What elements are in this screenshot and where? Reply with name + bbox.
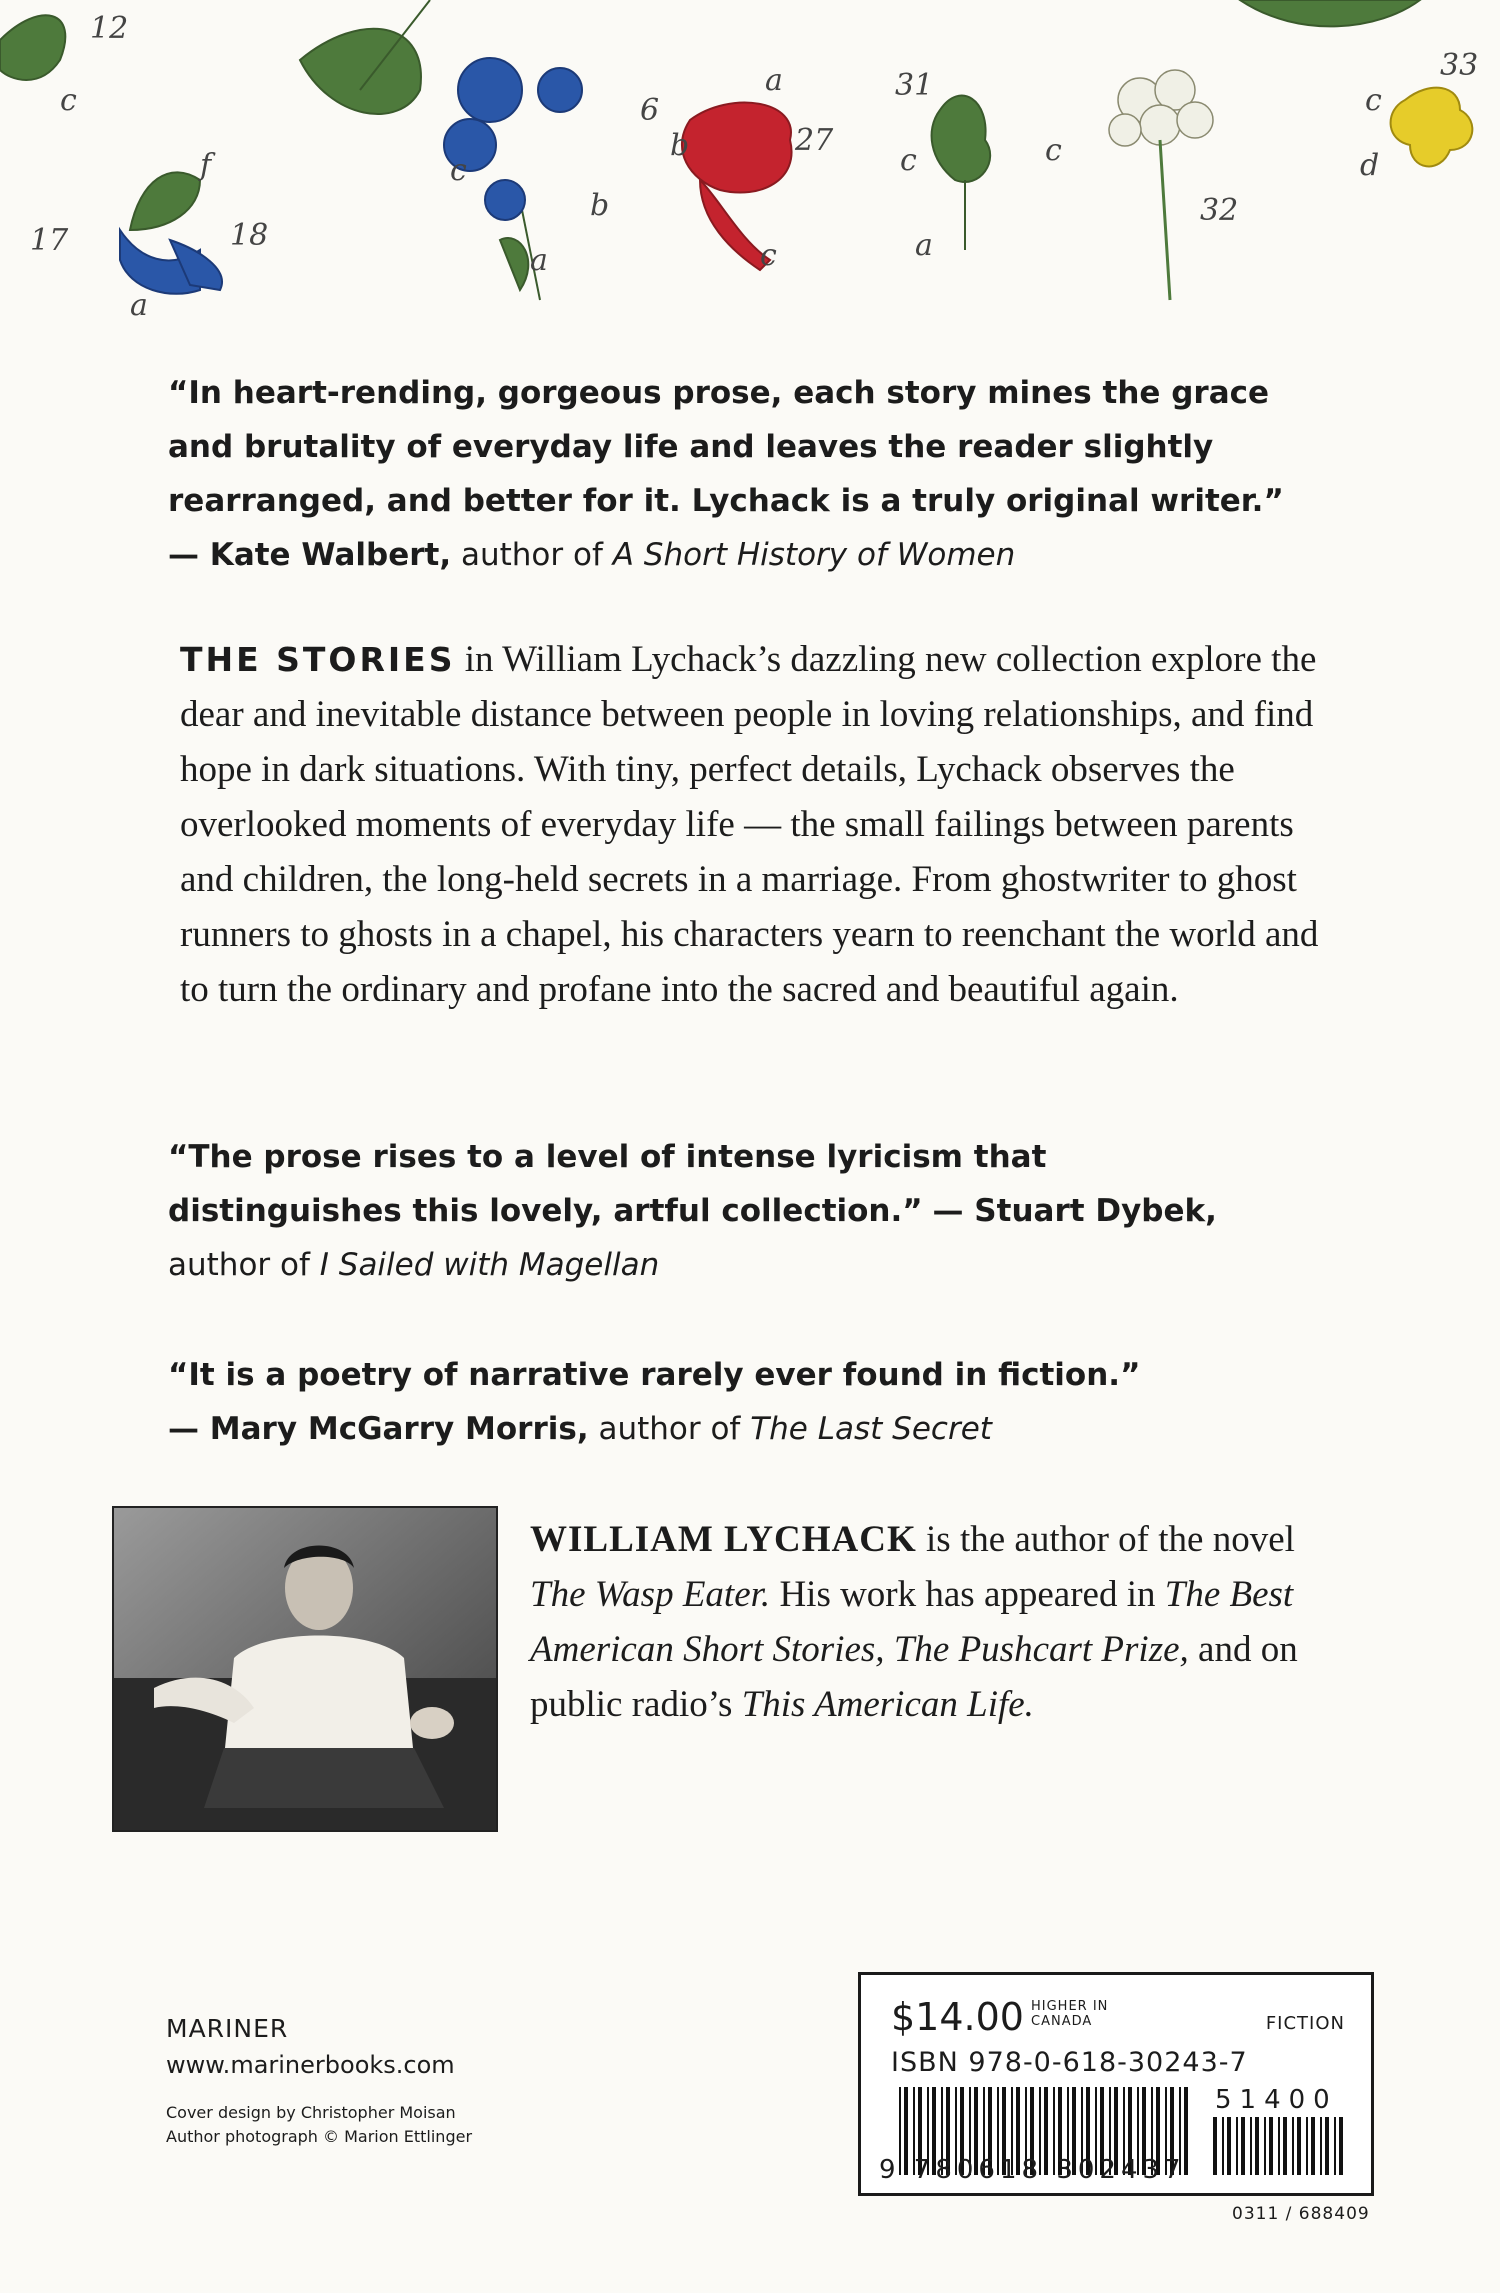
plate-number: d	[1360, 148, 1380, 183]
book-description	[180, 632, 1350, 1017]
plate-number: 31	[895, 68, 934, 103]
bio-novel-title: The Wasp Eater.	[530, 1574, 771, 1615]
plate-number: c	[450, 153, 467, 188]
plate-number: c	[1045, 133, 1062, 168]
plate-number: b	[590, 188, 610, 223]
description-body: in William Lychack’s dazzling new collection explore the dear and inevitable distance between people in loving relationships, and find hope in dark situations. With tiny, perfect details, Lychack observes the overlooked moments of everyday life — the small failings between parents and children, the long-held secrets in a marriage. From ghostwriter to ghost runners to ghosts in a chapel, his characters yearn to reenchant the world and to turn the ordinary and profane into the sacred and beautiful again.	[180, 639, 1319, 1010]
plate-number: 27	[795, 123, 834, 158]
higher-in-canada	[1031, 1999, 1108, 2029]
quote-attribution: — Kate Walbert,	[168, 537, 452, 573]
plate-number: a	[915, 228, 933, 263]
blurb-quote	[168, 366, 1318, 582]
quote-book-title: A Short History of Women	[612, 537, 1016, 573]
botanical-illustration	[0, 0, 1500, 330]
author-photo	[112, 1506, 498, 1832]
barcode-bar	[1264, 2117, 1266, 2175]
bio-publication: The Best American Short Stories,	[530, 1574, 1294, 1670]
plate-number: c	[760, 238, 777, 273]
quote-text: “It is a poetry of narrative rarely ever found in fiction.”	[168, 1357, 1141, 1393]
barcode-bar	[1339, 2117, 1343, 2175]
barcode-bar	[1320, 2117, 1322, 2175]
blurb-quote	[168, 1130, 1248, 1292]
description-lead: THE STORIES	[180, 640, 456, 679]
barcode-bar	[1334, 2117, 1336, 2175]
barcode-bar	[1213, 2117, 1217, 2175]
author-name: WILLIAM LYCHACK	[530, 1519, 917, 1560]
isbn: ISBN 978-0-618-30243-7	[891, 2047, 1248, 2078]
barcode-bar	[1306, 2117, 1308, 2175]
plate-number: a	[130, 288, 148, 323]
quote-author-of: author of	[460, 537, 603, 573]
quote-author-of: author of	[598, 1411, 741, 1447]
barcode-bar	[1278, 2117, 1280, 2175]
plate-number: c	[1365, 83, 1382, 118]
barcode-bar	[1269, 2117, 1273, 2175]
category-label: FICTION	[1265, 2013, 1345, 2034]
plate-number: c	[900, 143, 917, 178]
barcode-bar	[1283, 2117, 1287, 2175]
price: $14.00	[891, 1995, 1024, 2039]
quote-author-of: author of	[168, 1247, 310, 1283]
barcode-bar	[1297, 2117, 1301, 2175]
bio-text: His work has appeared in	[779, 1574, 1156, 1615]
barcode-box	[858, 1972, 1374, 2196]
publisher-name: MARINER	[166, 2014, 289, 2043]
quote-text: “The prose rises to a level of intense lyricism that distinguishes this lovely, artful collection.”	[168, 1139, 1047, 1229]
photo-credit: Author photograph © Marion Ettlinger	[166, 2127, 473, 2146]
plate-number: 17	[30, 223, 69, 258]
barcode-bar	[1241, 2117, 1245, 2175]
plate-number: f	[200, 148, 212, 183]
barcode-bar	[1250, 2117, 1252, 2175]
cover-credit: Cover design by Christopher Moisan	[166, 2103, 456, 2122]
quote-text: “In heart-rending, gorgeous prose, each story mines the grace and brutality of everyday life and leaves the reader slightly rearranged, and better for it. Lychack is a truly original writer.”	[168, 375, 1284, 519]
bio-text: and on public radio’s	[530, 1629, 1298, 1725]
plate-number: 33	[1440, 48, 1479, 83]
barcode-bar	[1311, 2117, 1315, 2175]
barcode-bar	[1255, 2117, 1259, 2175]
plate-number: 6	[640, 93, 660, 128]
author-bio	[530, 1512, 1330, 1732]
publisher-url: www.marinerbooks.com	[166, 2051, 455, 2079]
higher-line-1: HIGHER IN	[1031, 1999, 1109, 2014]
barcode-bar	[1222, 2117, 1224, 2175]
barcode-bar	[1236, 2117, 1238, 2175]
bio-publication: The Pushcart Prize,	[893, 1629, 1189, 1670]
higher-line-2: CANADA	[1031, 2014, 1093, 2029]
plate-number: a	[530, 243, 548, 278]
blurb-quote	[168, 1348, 1318, 1456]
quote-attribution: — Stuart Dybek,	[932, 1193, 1217, 1229]
barcode-bar	[1227, 2117, 1231, 2175]
publisher-info	[166, 2014, 472, 2149]
plate-number: a	[765, 63, 783, 98]
quote-attribution: — Mary McGarry Morris,	[168, 1411, 589, 1447]
bio-text: is the author of the novel	[926, 1519, 1295, 1560]
barcode-bar	[1325, 2117, 1329, 2175]
quote-book-title: I Sailed with Magellan	[319, 1247, 660, 1283]
plate-number: c	[60, 83, 77, 118]
plate-number: 12	[90, 11, 129, 46]
barcode-bar	[1292, 2117, 1294, 2175]
ean-digits: 9 780618 302437	[879, 2155, 1186, 2185]
quote-book-title: The Last Secret	[750, 1411, 992, 1447]
order-code: 0311 / 688409	[1232, 2204, 1370, 2224]
bio-publication: This American Life.	[741, 1684, 1034, 1725]
plate-number: 32	[1200, 193, 1239, 228]
plate-number: 18	[230, 218, 269, 253]
plate-number: b	[670, 128, 690, 163]
addon-digits: 51400	[1215, 2085, 1338, 2115]
